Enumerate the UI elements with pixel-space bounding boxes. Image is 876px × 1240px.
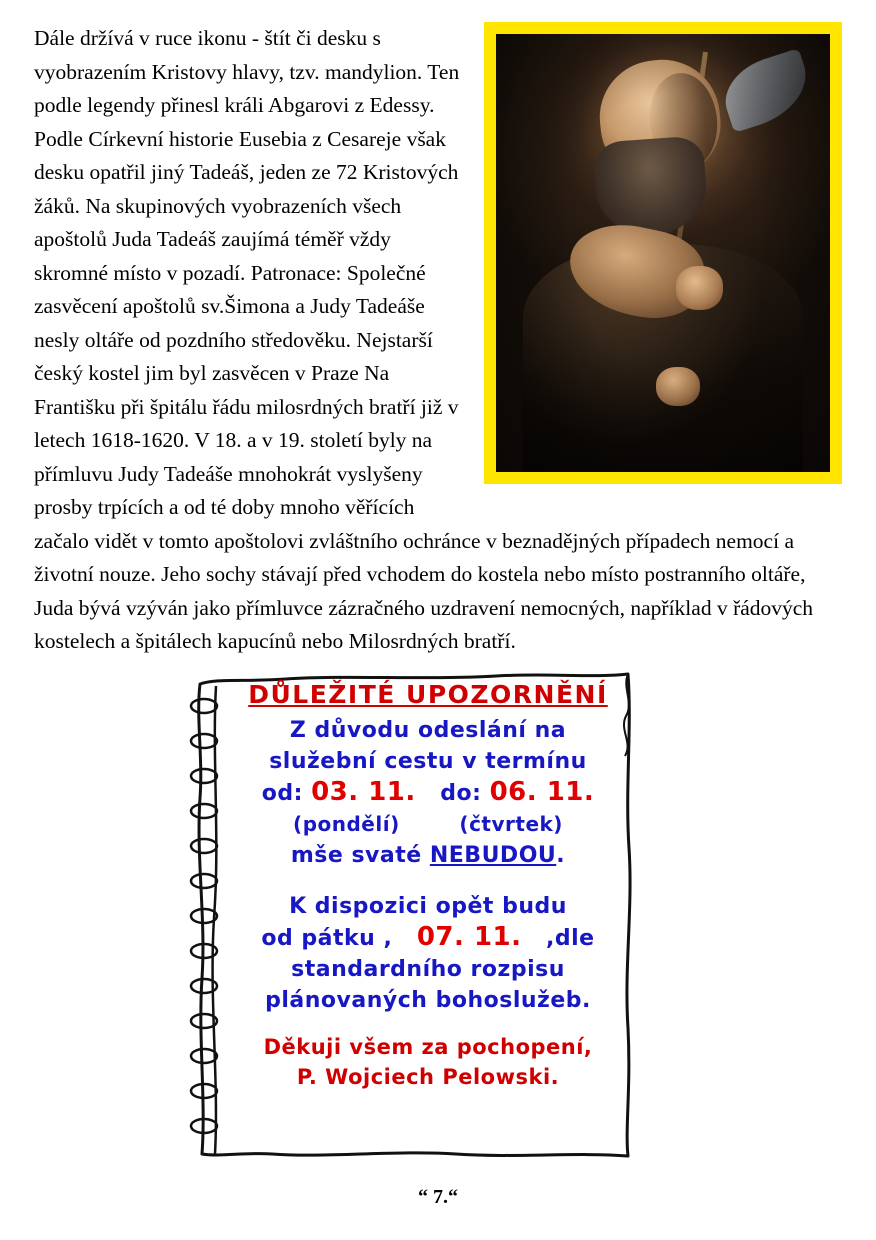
notice-line-3 xyxy=(218,777,638,809)
notice-date-from: 03. 11. xyxy=(311,777,416,807)
notice-return-label: od pátku , xyxy=(261,926,393,951)
notice-line-4 xyxy=(218,809,638,840)
notice-line-1: Z důvodu odeslání na xyxy=(289,718,567,743)
notice-line-8: standardního rozpisu xyxy=(291,957,565,982)
apostle-portrait-image xyxy=(496,34,830,472)
notice-thanks-line: Děkuji všem za pochopení, xyxy=(263,1035,593,1059)
notice-mass-emphasis: NEBUDOU xyxy=(429,843,557,868)
notice-return-suffix: ,dle xyxy=(546,926,595,951)
notice-date-to: 06. 11. xyxy=(489,777,595,807)
notice-mass-label: mše svaté xyxy=(290,843,422,868)
page-number: “ 7.“ xyxy=(418,1186,458,1208)
article-paragraph-text: Dále držívá v ruce ikonu - štít či desku s vyobrazením Kristovy hlavy, tzv. mandylion. Ten podle legendy přinesl králi Abgarovi z Edessy. Podle Církevní historie Eusebia z Cesareje však desku opatřil jiný Tadeáš, jeden ze 72 Kristových žáků. Na skupinových vyobrazeních všech apoštolů Juda Tadeáš zaujímá téměř vždy skromné místo v pozadí. Patronace: Společné zasvěcení apoštolů sv.Šimona a Judy Tadeáše nesly oltáře od pozdního středověku. Nejstarší český kostel jim byl zasvěcen v Praze Na Františku při špitálu řádu milosrdných bratří již v letech 1618-1620. V 18. a v 19. století byly na přímluvu Judy Tadeáše mnohokrát vyslyšeny prosby trpících a od té doby mnoho věřících začalo vidět v tomto apoštolovi zvláštního ochránce v beznadějných případech nemocí a životní nouze. Jeho sochy stávají před vchodem do kostela nebo místo postranního oltáře, Juda bývá vzýván jako přímluvce zázračného uzdravení nemocných, například v řádových kostelech a špitálech kapucínů nebo Milosrdných bratří. xyxy=(34,26,814,653)
notice-title: DŮLEŽITÉ UPOZORNĚNÍ xyxy=(248,680,608,709)
notice-to-label: do: xyxy=(440,781,482,806)
notice-line-9: plánovaných bohoslužeb. xyxy=(265,988,591,1013)
apostle-portrait-frame xyxy=(484,22,842,484)
notice-from-label: od: xyxy=(261,781,303,806)
notice-weekday-from: (pondělí) xyxy=(293,812,400,836)
notice-weekday-to: (čtvrtek) xyxy=(459,812,563,836)
portrait-vignette xyxy=(496,34,830,472)
article-block xyxy=(34,22,842,659)
notice-mass-suffix: . xyxy=(556,843,566,868)
page-footer xyxy=(0,1186,876,1209)
notice-return-date: 07. 11. xyxy=(416,922,522,952)
notice-text-block xyxy=(218,680,638,1092)
notice-signature: P. Wojciech Pelowski. xyxy=(296,1065,560,1089)
notice-line-2: služební cestu v termínu xyxy=(269,749,587,774)
notice-card xyxy=(176,668,656,1168)
notice-line-7 xyxy=(218,922,638,954)
notice-line-6: K dispozici opět budu xyxy=(289,894,567,919)
notice-line-5 xyxy=(218,840,638,871)
